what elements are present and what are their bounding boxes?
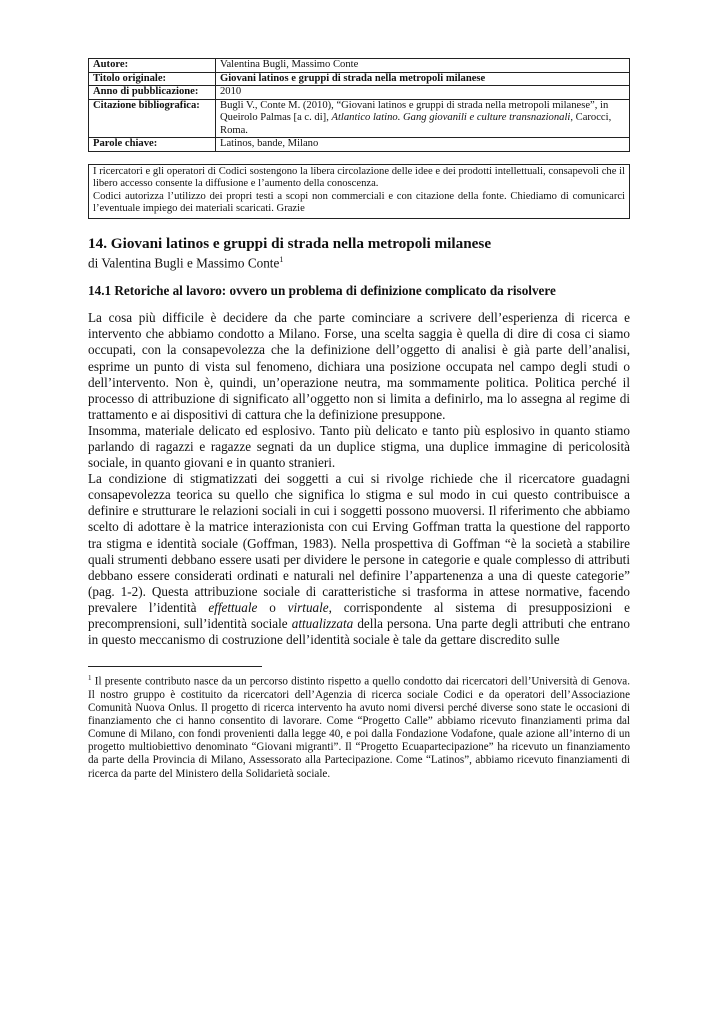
term-attualizzata: attualizzata: [291, 616, 354, 632]
footnote-ref-mark: 1: [279, 254, 284, 264]
original-title-label: Titolo originale:: [89, 72, 216, 86]
keywords-label: Parole chiave:: [89, 138, 216, 152]
metadata-table: [88, 58, 630, 152]
original-title-row: [89, 72, 630, 86]
year-row: [89, 86, 630, 100]
author-row: [89, 59, 630, 73]
body-text: [88, 310, 630, 648]
section-title: 14.1 Retoriche al lavoro: ovvero un problema di definizione complicato da risolvere: [88, 283, 556, 299]
paragraph-3-b: o: [257, 599, 288, 615]
chapter-title: 14. Giovani latinos e gruppi di strada nella metropoli milanese: [88, 234, 492, 252]
citation-value: [216, 99, 630, 138]
footnote-text: Il presente contributo nasce da un percorso distinto rispetto a quello condotto dai ricercatori dell’Università di Genova. Il nostro gruppo è costituito da ricercatori dell’Agenzia di ricerca sociale Codici e da operatori dell’Associazione Comunità Nuova Onlus. Il progetto di ricerca intervento ha avuto nomi diversi perché diverse sono state le occasioni di finanziamento che ci hanno consentito di lavorare. Come “Progetto Calle” abbiamo ricevuto finanziamenti prima dal Comune di Milano, con fondi provenienti dalla legge 40, e poi dalla Fondazione Vodafone, quale azione all’interno di un progetto multiobiettivo denominato “Giovani migranti”. Il “Progetto Ecuapartecipazione” ha ricevuto un finanziamento da parte della Provincia di Milano, Assessorato alla Partecipazione. Come “Latinos”, abbiamo ricevuto finanziamenti di ricerca da parte del Ministero della Solidarietà sociale.: [88, 675, 630, 780]
keywords-value: Latinos, bande, Milano: [216, 138, 630, 152]
year-value: 2010: [216, 86, 630, 100]
notice-line-2: Codici autorizza l’utilizzo dei propri testi a scopi non commerciali e con citazione della fonte. Chiediamo di comunicarci l’eventuale impiego dei materiali scaricati. Grazie: [93, 190, 625, 215]
citation-text-c: , Carocci, Roma.: [220, 112, 612, 136]
term-virtuale: virtuale: [287, 599, 329, 615]
citation-book-title: Atlantico latino. Gang giovanili e culture transnazionali: [331, 112, 571, 123]
citation-row: [89, 99, 630, 138]
year-label: Anno di pubblicazione:: [89, 86, 216, 100]
chapter-byline: [88, 252, 630, 270]
author-label: Autore:: [89, 59, 216, 73]
author-value: Valentina Bugli, Massimo Conte: [216, 59, 630, 73]
keywords-row: [89, 138, 630, 152]
byline-text: di Valentina Bugli e Massimo Conte: [88, 255, 280, 271]
paragraph-3: [88, 471, 630, 648]
original-title-value: Giovani latinos e gruppi di strada nella metropoli milanese: [216, 72, 630, 86]
footnote-divider: [88, 666, 262, 667]
footnote-mark: 1: [88, 674, 92, 683]
paragraph-1: La cosa più difficile è decidere da che parte cominciare a scrivere dell’esperienza di ricerca e intervento che abbiamo condotto a Milano. Forse, una scelta saggia è quella di dire di cosa ci siamo occupati, con la consapevolezza che la definizione dell’oggetto di analisi è già parte dell’analisi, esprime un punto di vista sul fenomeno, dichiara una posizione occupata nel campo degli studi o dell’intervento. Non è, quindi, un’operazione neutra, ma sommamente politica. Politica perché il processo di attribuzione di significato all’oggetto non si limita a definirlo, ma lo assegna al regime di trattamento e ai dispositivi di cattura che la definizione presuppone.: [88, 310, 630, 422]
license-notice-box: [88, 164, 630, 219]
document-page: [88, 58, 630, 792]
footnote: [88, 672, 630, 780]
paragraph-3-d: della persona. Una parte degli attributi che entrano in questo meccanismo di costruzione dell’identità sociale è tale da gettare discredito sulle: [88, 616, 630, 648]
paragraph-2: Insomma, materiale delicato ed esplosivo. Tanto più delicato e tanto più esplosivo in quanto stiamo parlando di ragazzi e ragazze segnati da un duplice stigma, una duplice immagine di pericolosità sociale, in quanto giovani e in quanto stranieri.: [88, 422, 630, 471]
citation-text-a: Bugli V., Conte M. (2010), “Giovani latinos e gruppi di strada nella metropoli milanese”, in Queirolo Palmas [a c. di],: [220, 99, 609, 123]
paragraph-3-c: , corrispondente al sistema di presupposizioni e precomprensioni, sull’identità sociale: [88, 599, 630, 632]
paragraph-3-a: La condizione di stigmatizzati dei soggetti a cui si rivolge richiede che il ricercatore guadagni consapevolezza teorica su quello che significa lo stigma e sul modo in cui questo contribuisce a definire e strutturare le relazioni sociali in cui i soggetti possono muoversi. Il riferimento che abbiamo scelto di adottare è la matrice interazionista con cui Erving Goffman tratta la questione del rapporto tra stigma e identità sociale (Goffman, 1983). Nella prospettiva di Goffman “è la società a stabilire quali strumenti debbano essere usati per dividere le persone in categorie e quale complesso di attributi debbano essere considerati ordinati e naturali nel definire l’appartenenza a una di queste categorie” (pag. 1-2). Questa attribuzione sociale di caratteristiche si trasforma in attese normative, facendo prevalere l’identità: [88, 471, 630, 615]
citation-label: Citazione bibliografica:: [89, 99, 216, 138]
notice-line-1: I ricercatori e gli operatori di Codici sostengono la libera circolazione delle idee e dei prodotti intellettuali, consapevoli che il libero accesso consente la diffusione e l’aumento della conoscenza.: [93, 165, 625, 190]
term-effettuale: effettuale: [208, 599, 258, 615]
